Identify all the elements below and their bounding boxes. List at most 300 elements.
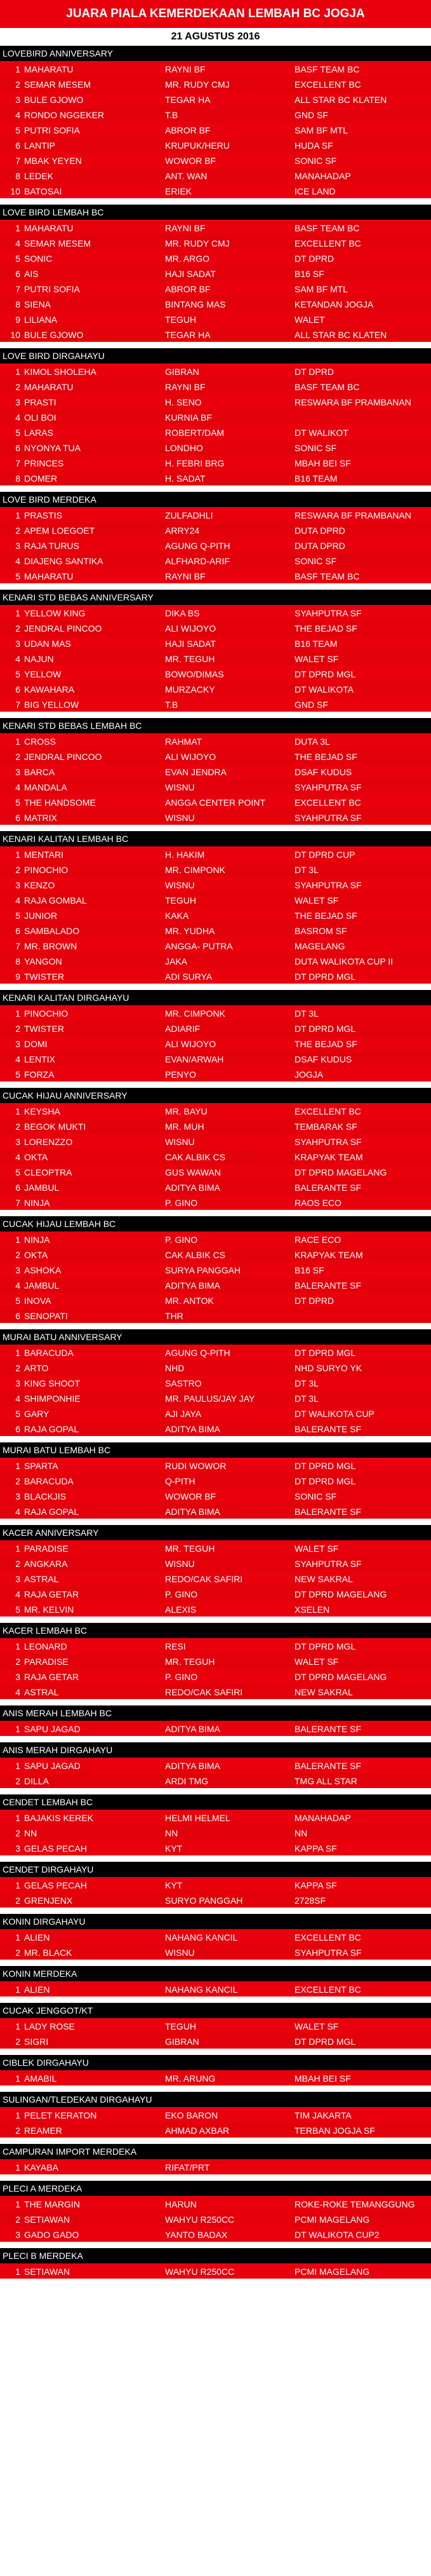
result-row bbox=[0, 1669, 431, 1684]
owner-cell: ALI WIJOYO bbox=[165, 751, 216, 762]
team-cell: NHD SURYO YK bbox=[295, 1362, 362, 1373]
rank-cell: 2 bbox=[15, 79, 20, 90]
team-cell: DT 3L bbox=[295, 1378, 319, 1388]
rank-cell: 4 bbox=[15, 1151, 20, 1162]
rank-cell: 3 bbox=[15, 397, 20, 407]
result-row bbox=[0, 1944, 431, 1960]
result-row bbox=[0, 538, 431, 553]
section-spacer bbox=[0, 1210, 431, 1216]
owner-cell: ROBERT/DAM bbox=[165, 427, 225, 438]
bird-name-cell: OKTA bbox=[24, 1249, 48, 1260]
bird-name-cell: SENOPATI bbox=[24, 1310, 68, 1321]
rank-cell: 5 bbox=[15, 427, 20, 438]
team-cell: SAM BF MTL bbox=[295, 283, 348, 294]
owner-cell: TEGUH bbox=[165, 2021, 196, 2031]
results-table bbox=[0, 1758, 431, 1788]
results-section bbox=[0, 205, 431, 348]
result-row bbox=[0, 764, 431, 779]
result-row bbox=[0, 235, 431, 250]
owner-cell: MR. CIMPONK bbox=[165, 864, 225, 875]
bird-name-cell: MAHARATU bbox=[24, 64, 74, 74]
result-row bbox=[0, 1036, 431, 1051]
section-title: ANIS MERAH DIRGAHAYU bbox=[0, 1742, 431, 1758]
owner-cell: MURZACKY bbox=[165, 684, 215, 695]
results-table bbox=[0, 1458, 431, 1519]
result-row bbox=[0, 1929, 431, 1944]
results-section bbox=[0, 46, 431, 205]
owner-cell: WISNU bbox=[165, 1558, 195, 1569]
results-sections bbox=[0, 46, 431, 2285]
owner-cell: P. GINO bbox=[165, 1589, 198, 1599]
team-cell: NN bbox=[295, 1827, 308, 1838]
owner-cell: H. FEBRI BRG bbox=[165, 458, 225, 468]
bird-name-cell: LEONARD bbox=[24, 1641, 67, 1651]
team-cell: DT WALIKOTA CUP bbox=[295, 1408, 375, 1419]
owner-cell: WISNU bbox=[165, 879, 195, 890]
owner-cell: ABROR BF bbox=[165, 125, 211, 135]
result-row bbox=[0, 76, 431, 92]
team-cell: DT DPRD MGL bbox=[295, 971, 356, 982]
bird-name-cell: RAJA GOMBAL bbox=[24, 895, 87, 905]
bird-name-cell: LENTIX bbox=[24, 1054, 56, 1064]
rank-cell: 7 bbox=[15, 155, 20, 166]
section-title: CUCAK HIJAU LEMBAH BC bbox=[0, 1216, 431, 1231]
bird-name-cell: ARTO bbox=[24, 1362, 49, 1373]
bird-name-cell: PINOCHIO bbox=[24, 1008, 69, 1019]
owner-cell: HAJI SADAT bbox=[165, 638, 216, 649]
owner-cell: P. GINO bbox=[165, 1671, 198, 1682]
bird-name-cell: RAJA GETAR bbox=[24, 1671, 79, 1682]
owner-cell: RUDI WOWOR bbox=[165, 1460, 227, 1471]
result-row bbox=[0, 1758, 431, 1773]
owner-cell: ADI SURYA bbox=[165, 971, 213, 982]
result-row bbox=[0, 2122, 431, 2138]
rank-cell: 1 bbox=[15, 2073, 20, 2084]
section-spacer bbox=[0, 1736, 431, 1742]
rank-cell: 2 bbox=[15, 2036, 20, 2047]
result-row bbox=[0, 1051, 431, 1066]
rank-cell: 1 bbox=[15, 1812, 20, 1823]
team-cell: BALERANTE SF bbox=[295, 1723, 362, 1734]
rank-cell: 1 bbox=[15, 1723, 20, 1734]
rank-cell: 4 bbox=[15, 653, 20, 664]
owner-cell: RESI bbox=[165, 1641, 186, 1651]
team-cell: DT DPRD MGL bbox=[295, 1347, 356, 1358]
result-row bbox=[0, 409, 431, 424]
team-cell: RESWARA BF PRAMBANAN bbox=[295, 397, 411, 407]
rank-cell: 7 bbox=[15, 458, 20, 468]
bird-name-cell: RAJA TURUS bbox=[24, 540, 79, 551]
owner-cell: GIBRAN bbox=[165, 366, 199, 377]
rank-cell: 2 bbox=[15, 1362, 20, 1373]
result-row bbox=[0, 749, 431, 764]
owner-cell: CAK ALBIK CS bbox=[165, 1249, 225, 1260]
rank-cell: 4 bbox=[15, 1054, 20, 1064]
bird-name-cell: YELLOW bbox=[24, 668, 62, 679]
result-row bbox=[0, 1020, 431, 1036]
bird-name-cell: SONIC bbox=[24, 253, 53, 264]
bird-name-cell: ALIEN bbox=[24, 1932, 50, 1942]
rank-cell: 5 bbox=[15, 1408, 20, 1419]
bird-name-cell: PARADISE bbox=[24, 1543, 69, 1554]
section-spacer bbox=[0, 583, 431, 590]
result-row bbox=[0, 1134, 431, 1149]
owner-cell: CAK ALBIK CS bbox=[165, 1151, 225, 1162]
bird-name-cell: THE HANDSOME bbox=[24, 797, 96, 808]
bird-name-cell: OKTA bbox=[24, 1151, 48, 1162]
result-row bbox=[0, 1345, 431, 1360]
owner-cell: EVAN JENDRA bbox=[165, 766, 227, 777]
result-row bbox=[0, 1406, 431, 1421]
owner-cell: NAHANG KANCIL bbox=[165, 1932, 238, 1942]
rank-cell: 4 bbox=[15, 412, 20, 423]
result-row bbox=[0, 168, 431, 183]
team-cell: BASF TEAM BC bbox=[295, 381, 360, 392]
team-cell: WALET SF bbox=[295, 1656, 339, 1667]
owner-cell: RAHMAT bbox=[165, 736, 202, 747]
bird-name-cell: SAPU JAGAD bbox=[24, 1723, 81, 1734]
team-cell: BASROM SF bbox=[295, 925, 347, 936]
owner-cell: SASTRO bbox=[165, 1378, 202, 1388]
results-section bbox=[0, 492, 431, 590]
rank-cell: 4 bbox=[15, 1393, 20, 1404]
bird-name-cell: PUTRI SOFIA bbox=[24, 283, 80, 294]
result-row bbox=[0, 923, 431, 938]
bird-name-cell: REAMER bbox=[24, 2125, 62, 2136]
owner-cell: ANT. WAN bbox=[165, 170, 208, 181]
bird-name-cell: DOMER bbox=[24, 473, 58, 484]
team-cell: DT DPRD MGL bbox=[295, 1460, 356, 1471]
team-cell: KRAPYAK TEAM bbox=[295, 1151, 363, 1162]
rank-cell: 6 bbox=[15, 925, 20, 936]
team-cell: TIM JAKARTA bbox=[295, 2110, 352, 2120]
result-row bbox=[0, 250, 431, 266]
owner-cell: GIBRAN bbox=[165, 2036, 199, 2047]
result-row bbox=[0, 1840, 431, 1855]
owner-cell: ADITYA BIMA bbox=[165, 1723, 220, 1734]
team-cell: KRAPYAK TEAM bbox=[295, 1249, 363, 1260]
owner-cell: AGUNG Q-PITH bbox=[165, 1347, 230, 1358]
result-row bbox=[0, 635, 431, 651]
bird-name-cell: JAMBUL bbox=[24, 1182, 60, 1193]
result-row bbox=[0, 794, 431, 810]
result-row bbox=[0, 779, 431, 794]
owner-cell: KRUPUK/HERU bbox=[165, 140, 230, 151]
rank-cell: 6 bbox=[15, 812, 20, 823]
team-cell: RESWARA BF PRAMBANAN bbox=[295, 510, 411, 520]
team-cell: TEMBARAK SF bbox=[295, 1121, 357, 1132]
section-title: KONIN DIRGAHAYU bbox=[0, 1914, 431, 1929]
owner-cell: RAYNI BF bbox=[165, 222, 206, 233]
team-cell: MAGELANG bbox=[295, 940, 345, 951]
team-cell: SAM BF MTL bbox=[295, 125, 348, 135]
bird-name-cell: MENTARI bbox=[24, 849, 63, 860]
bird-name-cell: THE MARGIN bbox=[24, 2199, 80, 2209]
rank-cell: 3 bbox=[15, 1264, 20, 1275]
team-cell: PCMI MAGELANG bbox=[295, 2214, 370, 2225]
bird-name-cell: LADY ROSE bbox=[24, 2021, 75, 2031]
rank-cell: 2 bbox=[15, 1895, 20, 1906]
owner-cell: BOWO/DIMAS bbox=[165, 668, 224, 679]
result-row bbox=[0, 605, 431, 620]
team-cell: SYAHPUTRA SF bbox=[295, 1947, 362, 1958]
team-cell: WALET SF bbox=[295, 1543, 339, 1554]
result-row bbox=[0, 1540, 431, 1556]
owner-cell: ADITYA BIMA bbox=[165, 1280, 220, 1291]
event-date: 21 AGUSTUS 2016 bbox=[0, 28, 431, 46]
results-section bbox=[0, 1794, 431, 1862]
bird-name-cell: CLEOPTRA bbox=[24, 1167, 72, 1177]
result-row bbox=[0, 2033, 431, 2049]
rank-cell: 1 bbox=[15, 2199, 20, 2209]
section-title: LOVE BIRD MERDEKA bbox=[0, 492, 431, 507]
result-row bbox=[0, 1721, 431, 1736]
owner-cell: PENYO bbox=[165, 1069, 197, 1080]
bird-name-cell: KAYABA bbox=[24, 2162, 58, 2173]
bird-name-cell: BARACUDA bbox=[24, 1347, 74, 1358]
owner-cell: YANTO BADAX bbox=[165, 2229, 228, 2240]
owner-cell: MR. TEGUH bbox=[165, 1656, 215, 1667]
bird-name-cell: ASTRAL bbox=[24, 1573, 59, 1584]
result-row bbox=[0, 651, 431, 666]
rank-cell: 2 bbox=[15, 525, 20, 536]
rank-cell: 1 bbox=[15, 366, 20, 377]
rank-cell: 2 bbox=[15, 1558, 20, 1569]
rank-cell: 3 bbox=[15, 638, 20, 649]
rank-cell: 4 bbox=[15, 1686, 20, 1697]
team-cell: BALERANTE SF bbox=[295, 1280, 362, 1291]
bird-name-cell: GADO GADO bbox=[24, 2229, 79, 2240]
bird-name-cell: JENDRAL PINCOO bbox=[24, 751, 102, 762]
result-row bbox=[0, 1586, 431, 1601]
rank-cell: 2 bbox=[15, 1475, 20, 1486]
owner-cell: KYT bbox=[165, 1843, 183, 1854]
bird-name-cell: ASHOKA bbox=[24, 1264, 62, 1275]
results-section bbox=[0, 2144, 431, 2181]
results-table bbox=[0, 2196, 431, 2242]
team-cell: SONIC SF bbox=[295, 1491, 337, 1502]
result-row bbox=[0, 2159, 431, 2174]
result-row bbox=[0, 2263, 431, 2279]
section-spacer bbox=[0, 1323, 431, 1329]
owner-cell: RIFAT/PRT bbox=[165, 2162, 210, 2173]
owner-cell: MR. TEGUH bbox=[165, 1543, 215, 1554]
rank-cell: 6 bbox=[15, 140, 20, 151]
team-cell: TERBAN JOGJA SF bbox=[295, 2125, 375, 2136]
result-row bbox=[0, 938, 431, 953]
bird-name-cell: PRASTIS bbox=[24, 510, 62, 520]
owner-cell: AHMAD AXBAR bbox=[165, 2125, 230, 2136]
owner-cell: WAHYU R250CC bbox=[165, 2266, 235, 2277]
results-table bbox=[0, 846, 431, 984]
result-row bbox=[0, 1149, 431, 1164]
result-row bbox=[0, 424, 431, 440]
bird-name-cell: JENDRAL PINCOO bbox=[24, 623, 102, 634]
section-title: KENARI STD BEBAS ANNIVERSARY bbox=[0, 590, 431, 605]
rank-cell: 3 bbox=[15, 1038, 20, 1049]
bird-name-cell: BIG YELLOW bbox=[24, 699, 79, 710]
team-cell: THE BEJAD SF bbox=[295, 910, 357, 921]
result-row bbox=[0, 892, 431, 907]
team-cell: BALERANTE SF bbox=[295, 1182, 362, 1193]
results-section bbox=[0, 1862, 431, 1914]
result-row bbox=[0, 2070, 431, 2085]
results-table bbox=[0, 605, 431, 712]
owner-cell: KYT bbox=[165, 1880, 183, 1890]
team-cell: XSELEN bbox=[295, 1604, 330, 1615]
rank-cell: 3 bbox=[15, 1136, 20, 1147]
results-section bbox=[0, 1216, 431, 1329]
result-row bbox=[0, 470, 431, 485]
rank-cell: 1 bbox=[15, 1641, 20, 1651]
result-row bbox=[0, 1164, 431, 1179]
rank-cell: 1 bbox=[15, 2162, 20, 2173]
section-title: LOVE BIRD DIRGAHAYU bbox=[0, 348, 431, 363]
rank-cell: 2 bbox=[15, 751, 20, 762]
bird-name-cell: KING SHOOT bbox=[24, 1378, 80, 1388]
team-cell: SONIC SF bbox=[295, 155, 337, 166]
rank-cell: 4 bbox=[15, 238, 20, 248]
results-section bbox=[0, 2003, 431, 2055]
rank-cell: 6 bbox=[15, 1310, 20, 1321]
result-row bbox=[0, 2227, 431, 2242]
owner-cell: TEGAR HA bbox=[165, 329, 211, 340]
bird-name-cell: DOMI bbox=[24, 1038, 48, 1049]
section-title: PLECI A MERDEKA bbox=[0, 2181, 431, 2196]
rank-cell: 5 bbox=[15, 668, 20, 679]
team-cell: B16 TEAM bbox=[295, 473, 338, 484]
team-cell: DSAF KUDUS bbox=[295, 766, 352, 777]
bird-name-cell: RAJA GETAR bbox=[24, 1589, 79, 1599]
owner-cell: H. SENO bbox=[165, 397, 202, 407]
results-section bbox=[0, 990, 431, 1088]
result-row bbox=[0, 1877, 431, 1892]
owner-cell: ALEXIS bbox=[165, 1604, 197, 1615]
bird-name-cell: NN bbox=[24, 1827, 37, 1838]
result-row bbox=[0, 1556, 431, 1571]
bird-name-cell: SETIAWAN bbox=[24, 2214, 70, 2225]
bird-name-cell: BARCA bbox=[24, 766, 55, 777]
team-cell: DUTA DPRD bbox=[295, 540, 345, 551]
owner-cell: MR. BAYU bbox=[165, 1106, 208, 1116]
section-title: CUCAK HIJAU ANNIVERSARY bbox=[0, 1088, 431, 1103]
team-cell: DUTA 3L bbox=[295, 736, 330, 747]
result-row bbox=[0, 1571, 431, 1586]
bird-name-cell: NINJA bbox=[24, 1234, 50, 1245]
results-table bbox=[0, 1929, 431, 1960]
result-row bbox=[0, 1981, 431, 1996]
section-spacer bbox=[0, 984, 431, 990]
team-cell: NEW SAKRAL bbox=[295, 1686, 353, 1697]
bird-name-cell: MAHARATU bbox=[24, 381, 74, 392]
section-spacer bbox=[0, 1788, 431, 1794]
owner-cell: NN bbox=[165, 1827, 178, 1838]
bird-name-cell: YANGON bbox=[24, 956, 62, 966]
rank-cell: 5 bbox=[15, 253, 20, 264]
owner-cell: NAHANG KANCIL bbox=[165, 1984, 238, 1995]
bird-name-cell: MR. BROWN bbox=[24, 940, 77, 951]
team-cell: WALET SF bbox=[295, 653, 339, 664]
rank-cell: 5 bbox=[15, 125, 20, 135]
rank-cell: 6 bbox=[15, 1182, 20, 1193]
owner-cell: ADITYA BIMA bbox=[165, 1423, 220, 1434]
rank-cell: 1 bbox=[15, 1460, 20, 1471]
rank-cell: 3 bbox=[15, 766, 20, 777]
rank-cell: 1 bbox=[15, 2266, 20, 2277]
section-title: MURAI BATU ANNIVERSARY bbox=[0, 1329, 431, 1345]
owner-cell: KURNIA BF bbox=[165, 412, 212, 423]
result-row bbox=[0, 968, 431, 984]
result-row bbox=[0, 1638, 431, 1653]
result-row bbox=[0, 1277, 431, 1292]
bird-name-cell: PINOCHIO bbox=[24, 864, 69, 875]
rank-cell: 2 bbox=[15, 2214, 20, 2225]
team-cell: SYAHPUTRA SF bbox=[295, 782, 362, 792]
team-cell: B16 SF bbox=[295, 1264, 324, 1275]
owner-cell: T.B bbox=[165, 699, 178, 710]
bird-name-cell: MATRIX bbox=[24, 812, 57, 823]
bird-name-cell: PRASTI bbox=[24, 397, 56, 407]
result-row bbox=[0, 107, 431, 122]
owner-cell: P. GINO bbox=[165, 1197, 198, 1208]
bird-name-cell: KENZO bbox=[24, 879, 55, 890]
team-cell: EXCELLENT BC bbox=[295, 1984, 361, 1995]
owner-cell: LONDHO bbox=[165, 442, 203, 453]
owner-cell: WISNU bbox=[165, 1136, 195, 1147]
team-cell: TMG ALL STAR bbox=[295, 1775, 357, 1786]
rank-cell: 1 bbox=[15, 1008, 20, 1019]
bird-name-cell: GRENJENX bbox=[24, 1895, 73, 1906]
rank-cell: 7 bbox=[15, 1197, 20, 1208]
bird-name-cell: LANTIP bbox=[24, 140, 56, 151]
bird-name-cell: DIAJENG SANTIKA bbox=[24, 555, 103, 566]
rank-cell: 2 bbox=[15, 623, 20, 634]
bird-name-cell: MAHARATU bbox=[24, 222, 74, 233]
owner-cell: MR. ARUNG bbox=[165, 2073, 216, 2084]
results-table bbox=[0, 1103, 431, 1210]
result-row bbox=[0, 1773, 431, 1788]
bird-name-cell: BEGOK MUKTI bbox=[24, 1121, 86, 1132]
team-cell: B16 SF bbox=[295, 268, 324, 279]
result-row bbox=[0, 1684, 431, 1699]
result-row bbox=[0, 1473, 431, 1488]
bird-name-cell: GARY bbox=[24, 1408, 50, 1419]
owner-cell: BINTANG MAS bbox=[165, 299, 226, 309]
result-row bbox=[0, 907, 431, 923]
result-row bbox=[0, 1103, 431, 1118]
results-table bbox=[0, 1981, 431, 1996]
bird-name-cell: FORZA bbox=[24, 1069, 55, 1080]
rank-cell: 1 bbox=[15, 849, 20, 860]
team-cell: THE BEJAD SF bbox=[295, 1038, 357, 1049]
result-row bbox=[0, 1231, 431, 1247]
bird-name-cell: SETIAWAN bbox=[24, 2266, 70, 2277]
section-spacer bbox=[0, 1960, 431, 1966]
rank-cell: 1 bbox=[15, 736, 20, 747]
result-row bbox=[0, 733, 431, 749]
result-row bbox=[0, 61, 431, 76]
section-spacer bbox=[0, 485, 431, 492]
result-row bbox=[0, 363, 431, 379]
result-row bbox=[0, 1825, 431, 1840]
bird-name-cell: PARADISE bbox=[24, 1656, 69, 1667]
team-cell: SONIC SF bbox=[295, 442, 337, 453]
rank-cell: 4 bbox=[15, 895, 20, 905]
rank-cell: 3 bbox=[15, 1843, 20, 1854]
bird-name-cell: KEYSHA bbox=[24, 1106, 60, 1116]
rank-cell: 4 bbox=[15, 109, 20, 120]
team-cell: SYAHPUTRA SF bbox=[295, 607, 362, 618]
